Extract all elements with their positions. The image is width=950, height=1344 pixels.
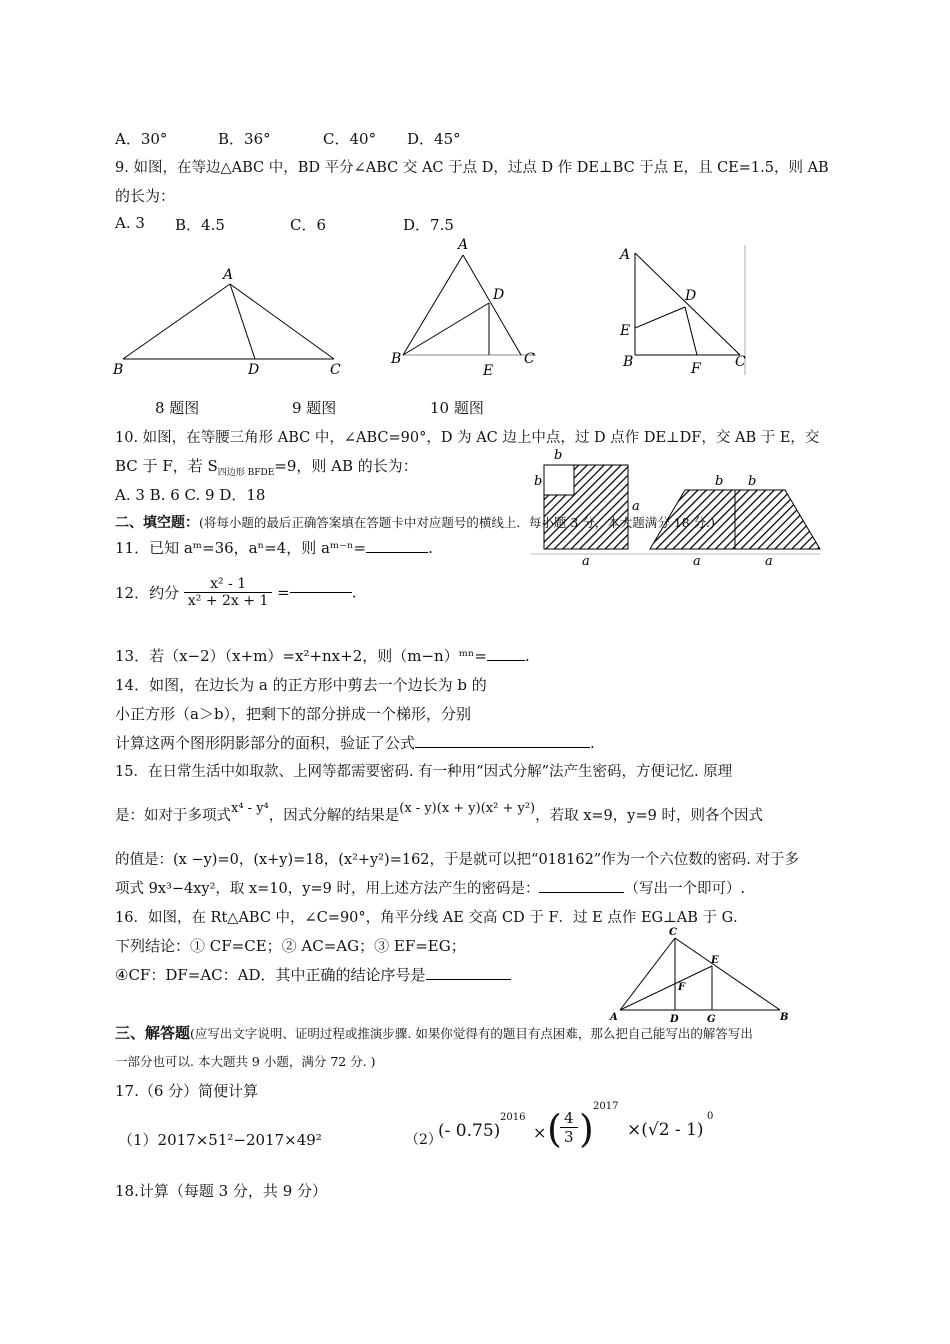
q17-part2-label: （2） <box>405 1132 442 1148</box>
q17-part2-paren-close: ) <box>579 1107 594 1151</box>
q15-line4-end: （写出一个即可）. <box>624 881 746 897</box>
q12-answer-blank[interactable] <box>290 592 352 593</box>
fig9-label-b: B <box>391 351 402 367</box>
q17-part2-exponent2: 2017 <box>593 1101 619 1112</box>
q14-line2: 小正方形（a＞b），把剩下的部分拼成一个梯形，分别 <box>115 705 472 723</box>
q15-line1: 15．在日常生活中如取款、上网等都需要密码. 有一种用“因式分解”法产生密码，方便记忆. 原理 <box>115 764 733 780</box>
section3-note-line1: (应写出文字说明、证明过程或推演步骤. 如果你觉得有的题目有点困难，那么把自己能写出的解答写出 <box>190 1026 753 1041</box>
q9-option-c: C．6 <box>290 216 327 234</box>
fig8-caption: 8 题图 <box>155 399 200 417</box>
q15-factorization: (x - y)(x + y)(x² + y²) <box>399 801 536 816</box>
q17-part2-frac-den: 3 <box>564 1128 574 1146</box>
q8-option-c: C．40° <box>323 130 377 148</box>
q13-end: . <box>524 647 530 665</box>
q10-options: A. 3 B. 6 C. 9 D．18 <box>115 486 266 504</box>
figure-8 <box>110 262 350 382</box>
section2-note: (将每小题的最后正确答案填在答题卡中对应题号的横线上．每小题 3 分，本大题满分 18 分.) <box>199 515 715 530</box>
q9-option-a: A. 3 <box>115 214 145 232</box>
q8-option-d: D．45° <box>407 130 461 148</box>
q17-part2-radical: ×(√2 - 1) <box>627 1120 704 1140</box>
fig16-label-g: G <box>707 1014 716 1025</box>
fig14-label-a-bottom: a <box>582 554 590 569</box>
q12-equals: = <box>277 583 290 602</box>
section2-heading <box>115 512 715 532</box>
q9-stem-line1: 9. 如图，在等边△ABC 中，BD 平分∠ABC 交 AC 于点 D，过点 D 作 DE⊥BC 于点 E，且 CE=1.5，则 AB <box>115 160 829 176</box>
fig16-label-d: D <box>670 1014 679 1025</box>
q10-stem-line2-a: BC 于 F，若 S <box>115 457 218 475</box>
fig16-label-c: C <box>669 927 677 938</box>
q14-line3-text: 计算这两个图形阴影部分的面积，验证了公式 <box>115 734 416 752</box>
q11-answer-blank[interactable] <box>366 552 428 553</box>
fig8-label-d: D <box>248 362 260 378</box>
q16-answer-blank[interactable] <box>426 979 511 980</box>
q13-text: 13．若（x−2）（x+m）=x²+nx+2，则（m−n）ᵐⁿ= <box>115 647 487 665</box>
section3-heading-line1 <box>115 1022 753 1043</box>
figure-10 <box>615 240 755 380</box>
q15-line2-a: 是：如对于多项式 <box>115 808 231 824</box>
figure-14 <box>530 445 830 570</box>
fig10-label-e: E <box>620 323 631 339</box>
q15-answer-blank[interactable] <box>539 892 624 893</box>
fig8-label-a: A <box>223 267 234 283</box>
q12-fraction <box>184 576 272 609</box>
q17-part1: （1）2017×51²−2017×49² <box>118 1131 322 1149</box>
fig10-label-a: A <box>620 247 631 263</box>
fig14-label-b-trap-right: b <box>748 474 757 489</box>
fig10-label-f: F <box>691 361 701 377</box>
fig9-label-c: C <box>524 351 535 367</box>
fig14-label-b-trap-left: b <box>715 474 724 489</box>
q17-part2-fraction <box>560 1109 578 1146</box>
q9-option-d: D．7.5 <box>403 216 454 234</box>
fig16-label-b: B <box>780 1012 789 1023</box>
q17-part2-times: × <box>533 1123 547 1142</box>
q15-line4 <box>115 877 745 898</box>
fig16-label-f: F <box>678 982 686 993</box>
q12 <box>115 576 357 609</box>
q11 <box>115 537 433 558</box>
q17-part2-base: (- 0.75) <box>438 1121 501 1141</box>
q15-line2-c: ，若取 x=9，y=9 时，则各个因式 <box>535 808 763 824</box>
section3-title: 三、解答题 <box>115 1024 191 1042</box>
q18-title: 18.计算（每题 3 分，共 9 分） <box>115 1182 328 1200</box>
q12-numerator: x² - 1 <box>184 576 272 593</box>
fig9-caption: 9 题图 <box>292 399 337 417</box>
q12-label: 12．约分 <box>115 584 180 602</box>
fig14-label-b-side: b <box>534 474 543 489</box>
q15-line4-text: 项式 9x³−4xy²，取 x=10，y=9 时，用上述方法产生的密码是： <box>115 881 540 897</box>
fig14-label-a-side: a <box>632 499 640 514</box>
q13 <box>115 645 530 666</box>
q17-part2-frac-num: 4 <box>560 1109 578 1128</box>
fig9-label-d: D <box>493 287 505 303</box>
fig8-label-b: B <box>113 362 124 378</box>
fig8-label-c: C <box>330 362 341 378</box>
fig10-label-b: B <box>623 354 634 370</box>
q10-stem-line2-b: =9，则 AB 的长为： <box>274 457 418 475</box>
fig10-label-c: C <box>735 354 746 370</box>
q17-part2-paren-open: ( <box>547 1107 562 1151</box>
q12-denominator: x² + 2x + 1 <box>187 593 269 609</box>
q15-line3: 的值是：(x −y)=0，(x+y)=18，(x²+y²)=162，于是就可以把“018162”作为一个六位数的密码. 对于多 <box>115 852 799 868</box>
q10-stem-line1: 10. 如图，在等腰三角形 ABC 中，∠ABC=90°，D 为 AC 边上中点，过 D 点作 DE⊥DF，交 AB 于 E，交 <box>115 430 820 446</box>
figure-16 <box>605 925 795 1025</box>
fig16-label-e: E <box>711 955 719 966</box>
fig10-label-d: D <box>685 288 697 304</box>
q15-line2-b: ，因式分解的结果是 <box>268 808 400 824</box>
q17-title: 17.（6 分）简便计算 <box>115 1082 259 1100</box>
q11-text: 11．已知 aᵐ=36，aⁿ=4，则 aᵐ⁻ⁿ= <box>115 539 367 557</box>
fig14-label-a-trap-right: a <box>765 554 773 569</box>
q8-option-b: B．36° <box>218 130 271 148</box>
fig14-label-b-top: b <box>554 448 563 463</box>
q14-line3 <box>115 732 595 753</box>
q10-area-subscript: 四边形 BFDE <box>217 468 275 478</box>
fig16-label-a: A <box>610 1012 618 1023</box>
q15-line2 <box>115 801 763 825</box>
fig14-label-a-trap-left: a <box>693 554 701 569</box>
q12-end: . <box>351 583 357 602</box>
q8-option-a: A．30° <box>115 130 168 148</box>
figure-9 <box>388 235 548 380</box>
q15-polynomial: x⁴ - y⁴ <box>231 801 269 816</box>
q16-line3-text: ④CF：DF=AC：AD．其中正确的结论序号是 <box>115 966 426 984</box>
q9-option-b: B．4.5 <box>175 216 225 234</box>
q11-end: . <box>428 539 433 557</box>
fig9-label-a: A <box>458 237 469 253</box>
q14-end: . <box>590 734 595 752</box>
q17-part2-exponent3: 0 <box>707 1111 714 1122</box>
fig10-caption: 10 题图 <box>430 399 484 417</box>
q16-line2: 下列结论：① CF=CE；② AC=AG；③ EF=EG； <box>115 937 466 955</box>
q14-answer-blank[interactable] <box>415 747 590 748</box>
q9-stem-line2: 的长为： <box>115 187 176 205</box>
q13-answer-blank[interactable] <box>487 660 525 661</box>
section3-note-line2: 一部分也可以. 本大题共 9 小题，满分 72 分. ) <box>115 1054 376 1069</box>
fig9-label-e: E <box>483 363 494 379</box>
q17-part2-exponent1: 2016 <box>500 1112 526 1123</box>
q16-line1: 16．如图，在 Rt△ABC 中，∠C=90°，角平分线 AE 交高 CD 于 F．过 E 点作 EG⊥AB 于 G． <box>115 910 748 926</box>
q10-stem-line2 <box>115 455 418 478</box>
section2-title: 二、填空题： <box>115 515 199 531</box>
q16-line3 <box>115 964 511 985</box>
q14-line1: 14．如图，在边长为 a 的正方形中剪去一个边长为 b 的 <box>115 676 487 694</box>
